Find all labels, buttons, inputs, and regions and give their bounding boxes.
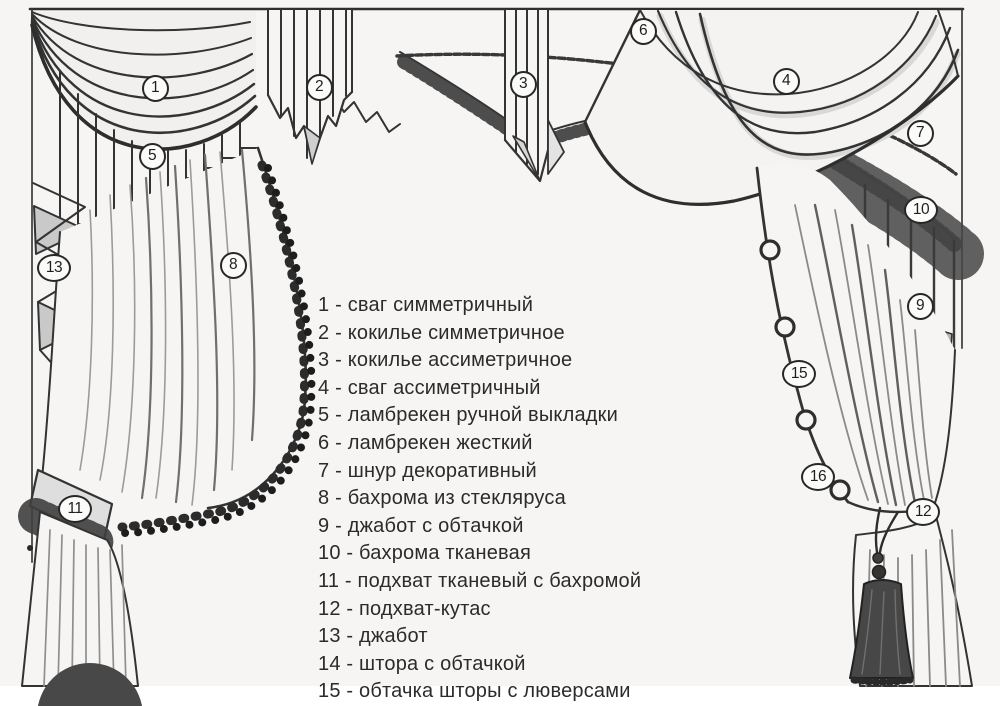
callout-2: 2 <box>306 74 333 101</box>
callout-4: 4 <box>773 68 800 95</box>
legend-item-15: 15 - обтачка шторы с люверсами <box>318 680 631 703</box>
legend-item-12: 12 - подхват-кутас <box>318 597 491 620</box>
callout-12: 12 <box>906 498 940 526</box>
callout-13: 13 <box>37 254 71 282</box>
legend-item-6: 6 - ламбрекен жесткий <box>318 431 533 454</box>
legend-item-14: 14 - штора с обтачкой <box>318 652 526 675</box>
callout-9: 9 <box>907 293 934 320</box>
callout-16: 16 <box>801 463 835 491</box>
legend-item-8: 8 - бахрома из стекляруса <box>318 487 566 510</box>
callout-6: 6 <box>630 18 657 45</box>
legend-item-7: 7 - шнур декоративный <box>318 459 537 482</box>
callout-8: 8 <box>220 252 247 279</box>
curtain-left <box>42 148 306 521</box>
cocille-asymmetric <box>505 10 564 181</box>
callout-15: 15 <box>782 360 816 388</box>
legend-item-11: 11 - подхват тканевый с бахромой <box>318 569 642 592</box>
legend-item-5: 5 - ламбрекен ручной выкладки <box>318 404 618 427</box>
callout-3: 3 <box>510 71 537 98</box>
callout-5: 5 <box>139 143 166 170</box>
legend <box>318 292 641 706</box>
callout-7: 7 <box>907 120 934 147</box>
legend-item-10: 10 - бахрома тканевая <box>318 542 532 565</box>
legend-item-4: 4 - сваг ассиметричный <box>318 376 541 399</box>
callout-11: 11 <box>58 495 92 523</box>
callout-1: 1 <box>142 75 169 102</box>
legend-item-13: 13 - джабот <box>318 625 428 648</box>
callout-10: 10 <box>904 196 938 224</box>
legend-item-3: 3 - кокилье ассиметричное <box>318 349 573 372</box>
legend-item-2: 2 - кокилье симметричное <box>318 321 565 344</box>
legend-item-9: 9 - джабот с обтачкой <box>318 514 524 537</box>
curtain-left-skirt <box>22 512 138 686</box>
legend-item-1: 1 - сваг симметричный <box>318 294 534 316</box>
